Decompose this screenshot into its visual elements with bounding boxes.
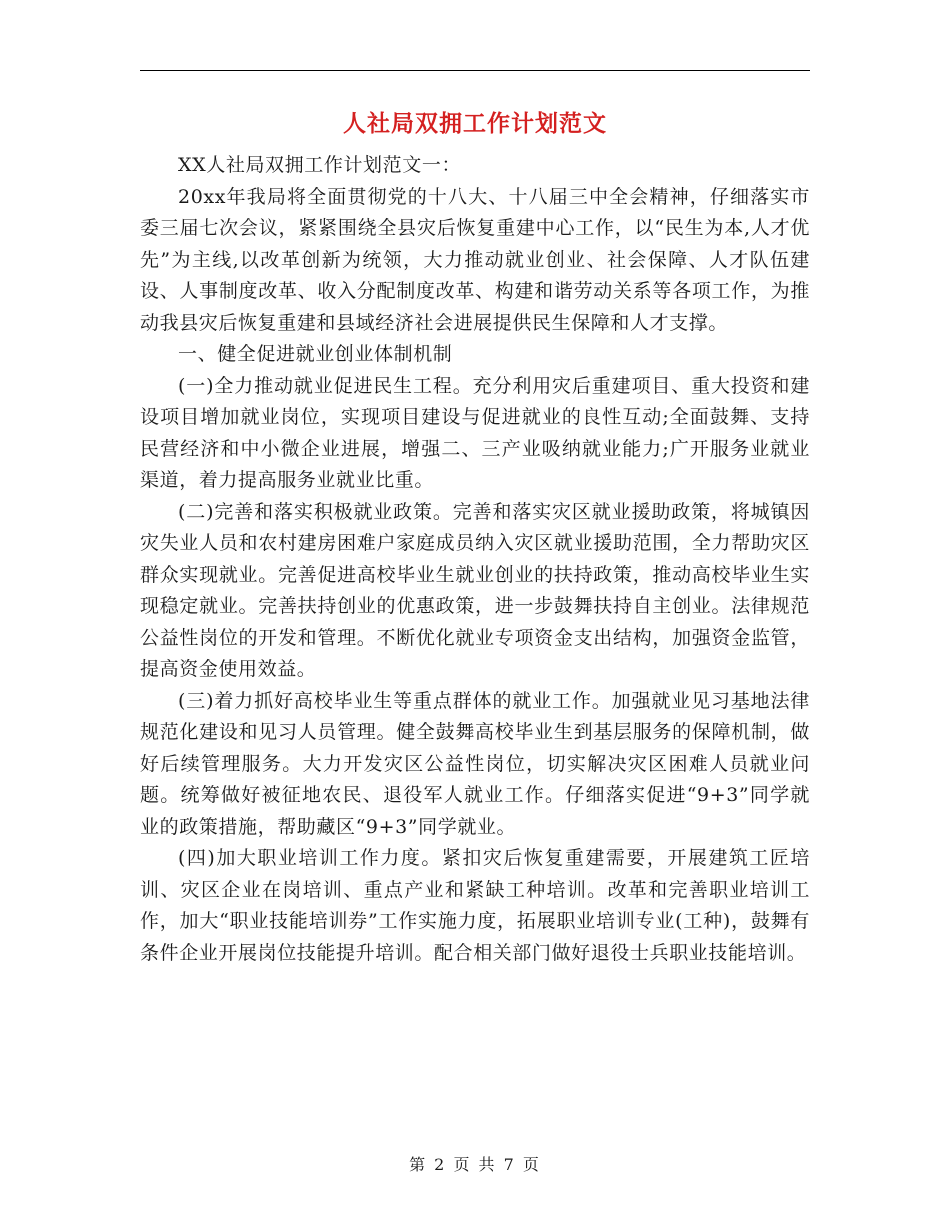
section-heading-1: 一、健全促进就业创业体制机制	[178, 343, 453, 365]
page-number-footer: 第 2 页 共 7 页	[409, 1155, 541, 1174]
subsection-paragraph-3: (三)着力抓好高校毕业生等重点群体的就业工作。加强就业见习基地法律规范化建设和见习人员管理。健全鼓舞高校毕业生到基层服务的保障机制，做好后续管理服务。大力开发灾区公益性岗位，切实解决灾区困难人员就业问题。统筹做好被征地农民、退役军人就业工作。仔细落实促进“9+3”同学就业的政策措施，帮助藏区“9+3”同学就业。	[140, 689, 810, 838]
document-title: 人社局双拥工作计划范文	[343, 110, 607, 137]
subsection-paragraph-4: (四)加大职业培训工作力度。紧扣灾后恢复重建需要，开展建筑工匠培训、灾区企业在岗培训、重点产业和紧缺工种培训。改革和完善职业培训工作，加大“职业技能培训券”工作实施力度，拓展职业培训专业(工种)，鼓舞有条件企业开展岗位技能提升培训。配合相关部门做好退役士兵职业技能培训。	[140, 847, 810, 964]
subsection-paragraph-2: (二)完善和落实积极就业政策。完善和落实灾区就业援助政策，将城镇因灾失业人员和农村建房困难户家庭成员纳入灾区就业援助范围，全力帮助灾区群众实现就业。完善促进高校毕业生就业创业的扶持政策，推动高校毕业生实现稳定就业。完善扶持创业的优惠政策，进一步鼓舞扶持自主创业。法律规范公益性岗位的开发和管理。不断优化就业专项资金支出结构，加强资金监管，提高资金使用效益。	[140, 500, 810, 680]
overview-paragraph: 20xx年我局将全面贯彻党的十八大、十八届三中全会精神，仔细落实市委三届七次会议，紧紧围绕全县灾后恢复重建中心工作，以“民生为本,人才优先”为主线,以改革创新为统领，大力推动就业创业、社会保障、人才队伍建设、人事制度改革、收入分配制度改革、构建和谐劳动关系等各项工作，为推动我县灾后恢复重建和县域经济社会进展提供民生保障和人才支撑。	[140, 185, 810, 334]
document-body	[140, 150, 810, 969]
header-rule	[140, 70, 810, 71]
subsection-paragraph-1: (一)全力推动就业促进民生工程。充分利用灾后重建项目、重大投资和建设项目增加就业岗位，实现项目建设与促进就业的良性互动;全面鼓舞、支持民营经济和中小微企业进展，增强二、三产业吸纳就业能力;广开服务业就业渠道，着力提高服务业就业比重。	[140, 374, 810, 491]
intro-heading: XX人社局双拥工作计划范文一：	[178, 154, 462, 176]
